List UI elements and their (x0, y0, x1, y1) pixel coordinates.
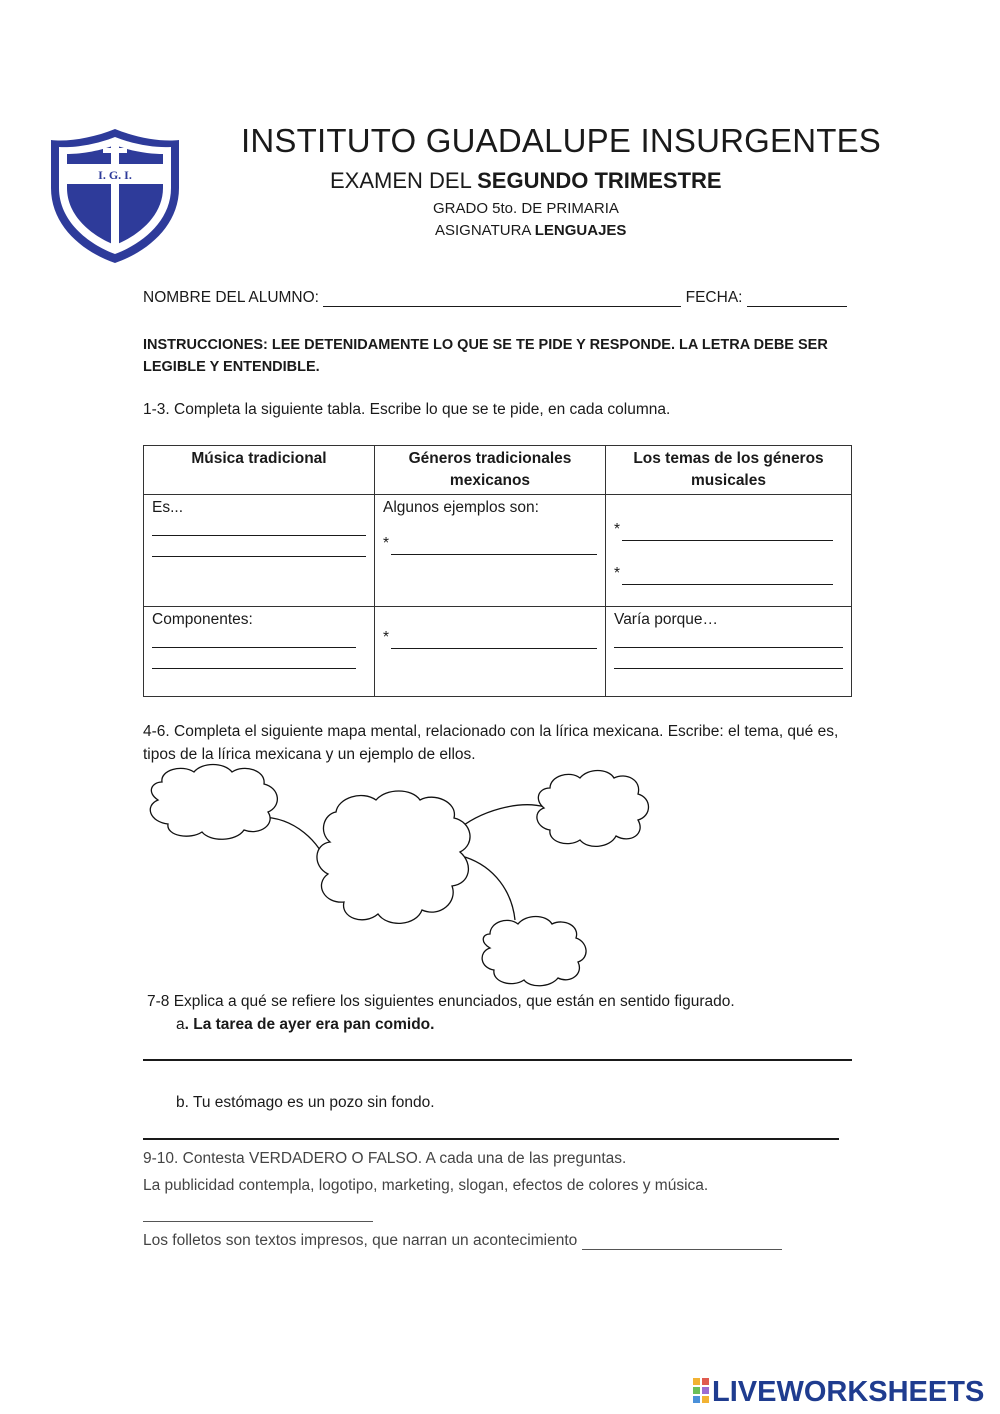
school-logo-shield (48, 126, 183, 266)
cloud-center (317, 791, 470, 923)
table-cell: Es... (144, 495, 375, 607)
question-7b: b. Tu estómago es un pozo sin fondo. (176, 1094, 435, 1111)
question-9-prompt: 9-10. Contesta VERDADERO O FALSO. A cada una de las preguntas. (143, 1150, 627, 1167)
table-cell: Varía porque… (606, 607, 852, 697)
school-name: INSTITUTO GUADALUPE INSURGENTES (241, 122, 882, 159)
table-cell (606, 495, 852, 607)
cloud-bottom (482, 917, 586, 986)
answer-line[interactable] (152, 536, 366, 557)
answer-line[interactable] (152, 515, 366, 536)
table-header: Géneros tradicionales mexicanos (375, 446, 606, 495)
answer-line-7b[interactable] (143, 1138, 839, 1140)
table-cell: Algunos ejemplos son: * (375, 495, 606, 607)
answer-line[interactable]: * (614, 563, 833, 585)
student-name-label: NOMBRE DEL ALUMNO: (143, 289, 319, 306)
answer-line[interactable] (152, 648, 356, 669)
question-7-prompt: 7-8 Explica a qué se refiere los siguientes enunciados, que están en sentido figurado. (147, 993, 735, 1010)
question-1-prompt: 1-3. Completa la siguiente tabla. Escribe lo que se te pide, en cada columna. (143, 401, 671, 418)
question-4-prompt: 4-6. Completa el siguiente mapa mental, relacionado con la lírica mexicana. Escribe: el tema, qué es, tipos de la lírica mexicana y un ejemplo de ellos. (143, 723, 839, 763)
table-cell: Componentes: (144, 607, 375, 697)
true-false-statement-2: Los folletos son textos impresos, que narran un acontecimiento (143, 1232, 782, 1250)
answer-line-9a[interactable] (143, 1221, 373, 1222)
table-header: Música tradicional (144, 446, 375, 495)
question-7a: a. La tarea de ayer era pan comido. (176, 1016, 435, 1033)
answer-line-9b[interactable] (582, 1235, 782, 1250)
student-name-field[interactable] (323, 292, 681, 307)
exam-title: EXAMEN DEL SEGUNDO TRIMESTRE (330, 168, 722, 193)
answer-line-7a[interactable] (143, 1059, 852, 1061)
true-false-statement-1: La publicidad contempla, logotipo, marketing, slogan, efectos de colores y música. (143, 1177, 709, 1194)
brand-name: LIVEWORKSHEETS (712, 1376, 985, 1406)
answer-line[interactable]: * (383, 533, 597, 555)
music-table (143, 445, 852, 697)
liveworksheets-logo (690, 1374, 990, 1406)
svg-text:I. G. I.: I. G. I. (98, 168, 132, 182)
cloud-top-right (537, 771, 649, 847)
answer-line[interactable] (614, 648, 843, 669)
answer-line[interactable]: * (383, 627, 597, 649)
date-label: FECHA: (685, 289, 743, 306)
date-field[interactable] (747, 292, 847, 307)
table-cell (375, 607, 606, 697)
table-header: Los temas de los géneros musicales (606, 446, 852, 495)
grade-label: GRADO 5to. DE PRIMARIA (433, 200, 619, 217)
subject-label: ASIGNATURA LENGUAJES (435, 222, 627, 239)
answer-line[interactable]: * (614, 519, 833, 541)
connector-line (465, 857, 515, 920)
student-info-row (143, 289, 847, 307)
instructions: INSTRUCCIONES: LEE DETENIDAMENTE LO QUE SE TE PIDE Y RESPONDE. LA LETRA DEBE SER LEGIBLE Y ENTENDIBLE. (143, 337, 828, 375)
mind-map (140, 762, 660, 994)
cloud-topic-left (150, 765, 277, 840)
